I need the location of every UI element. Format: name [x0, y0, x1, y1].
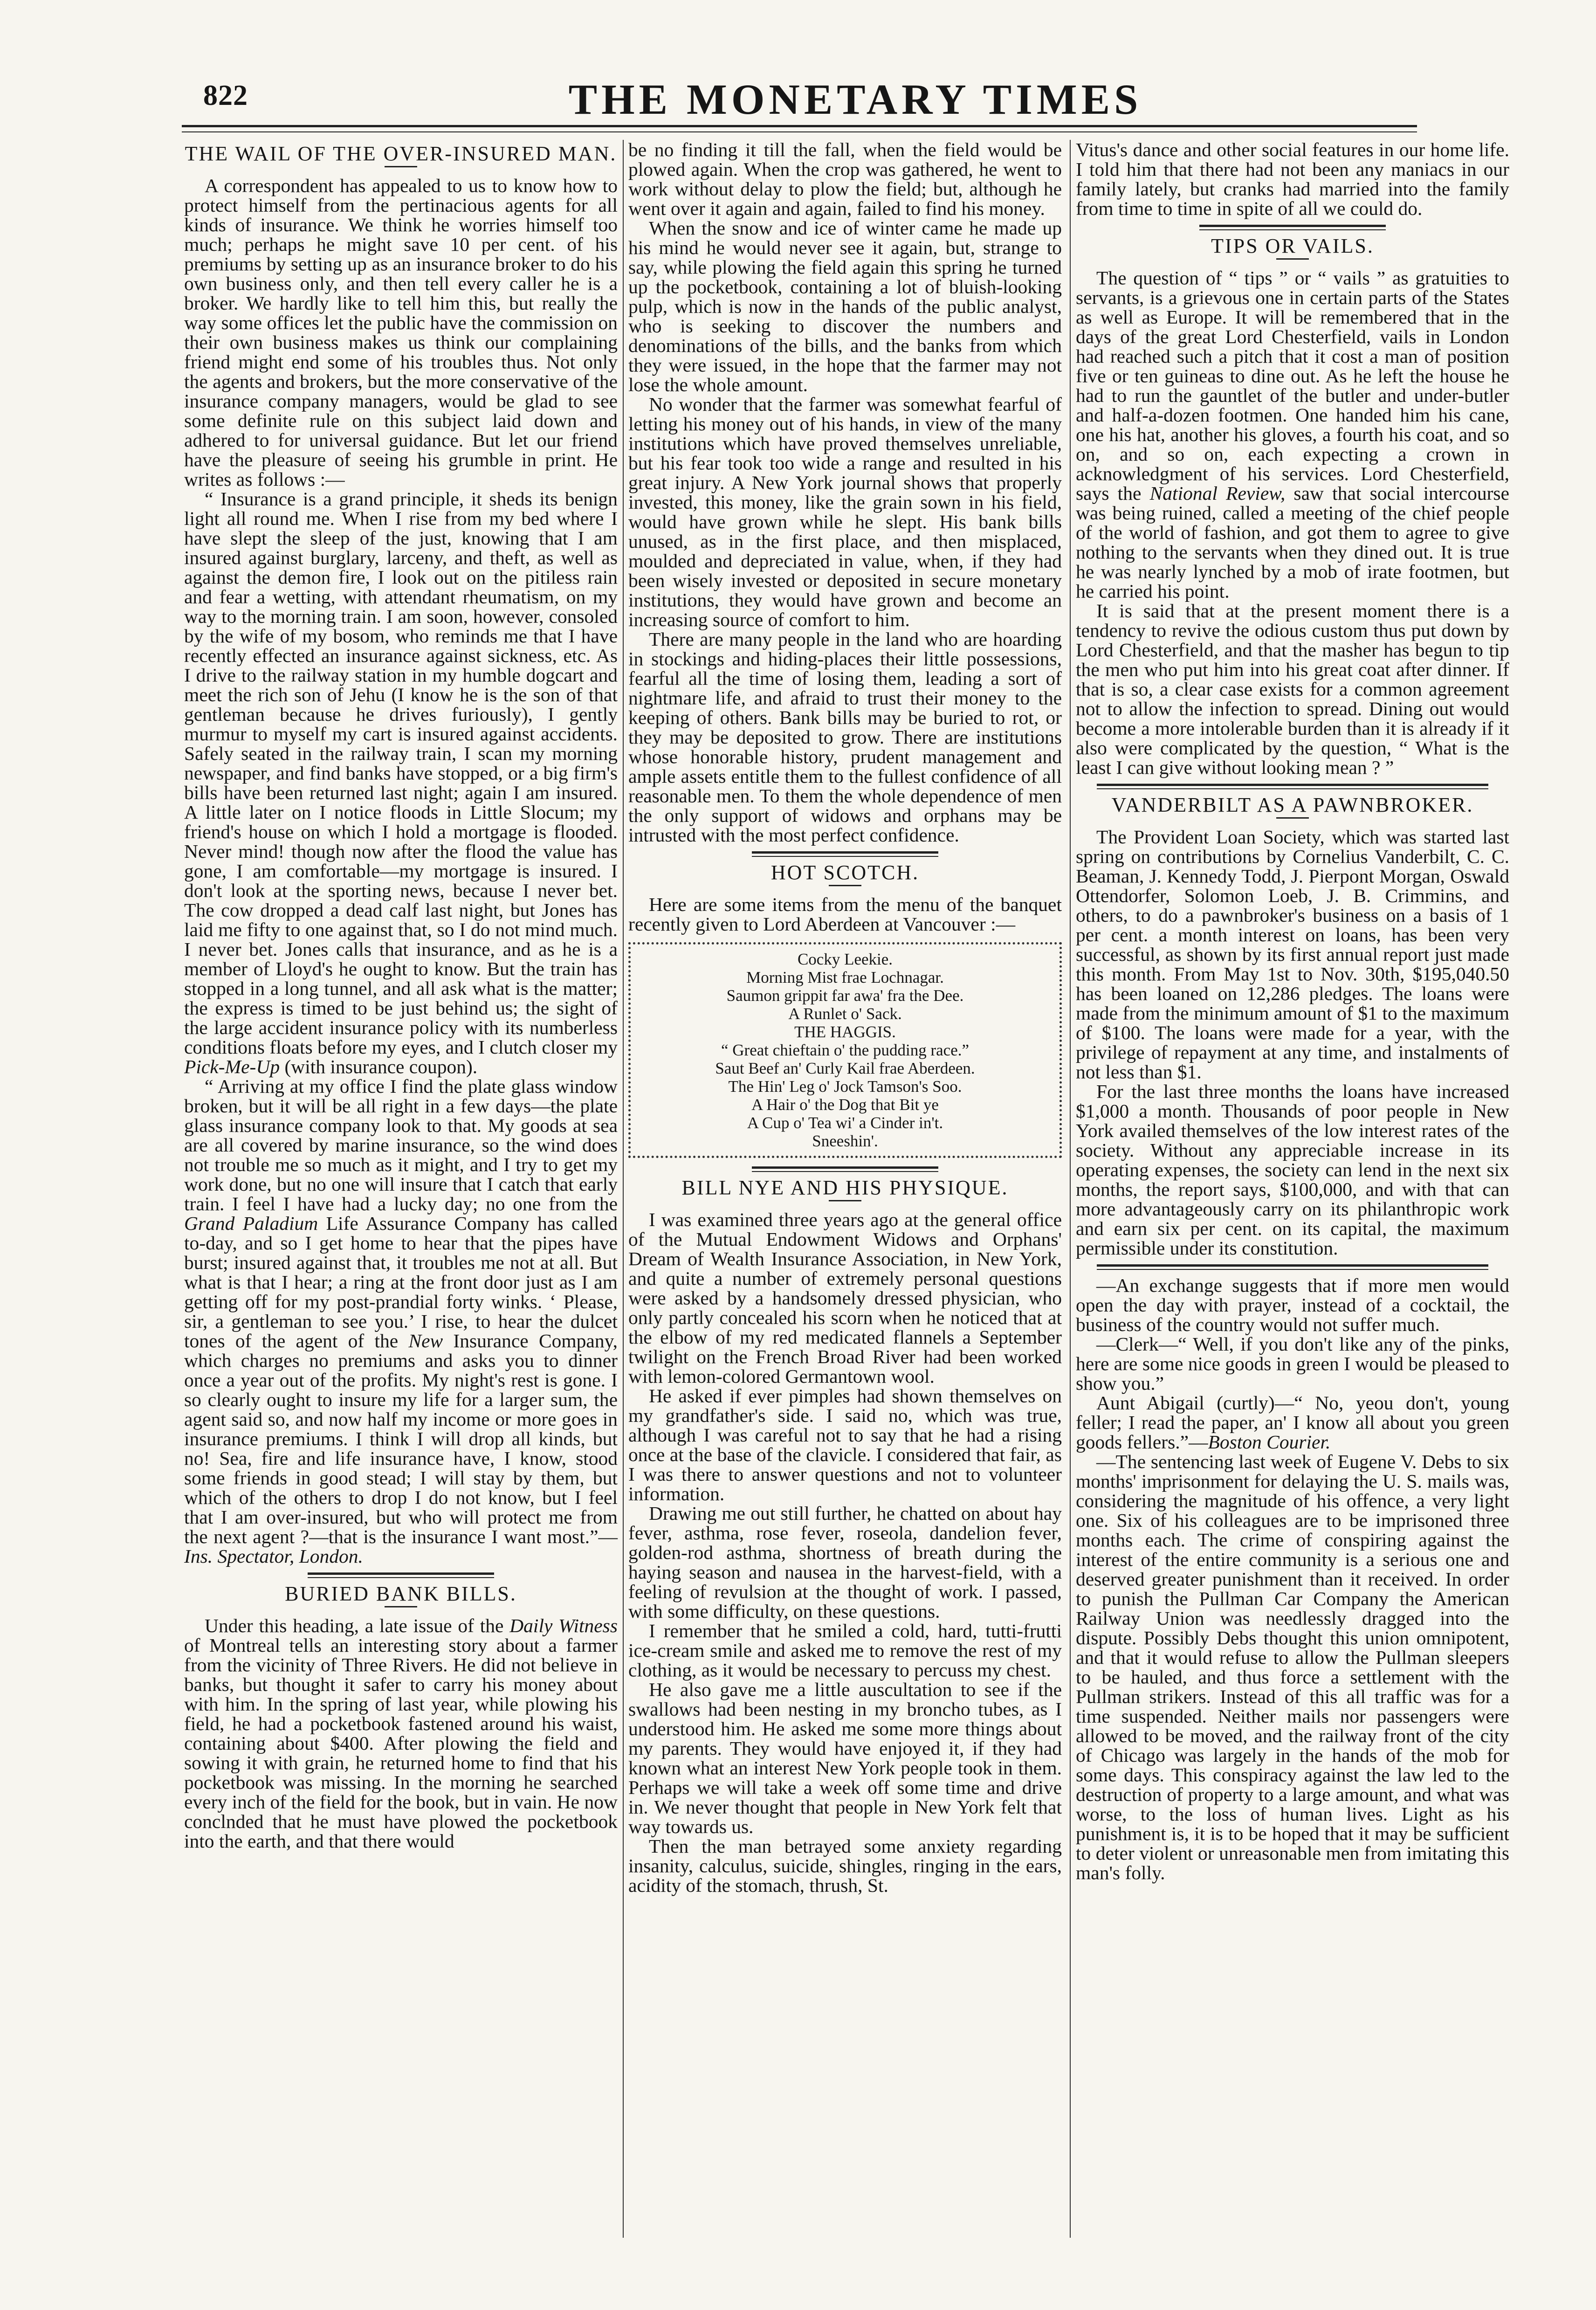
nye-paragraph-2: He asked if ever pimples had shown themselves on my grandfather's side. I said no, which was true, although I was careful not to say that he had a rising once at the base of the clavicle. I considered that fair, as I was there to answer questions and not to volunteer information.: [628, 1385, 1062, 1504]
wail-p3-text-b: Life Assurance Company has called to-day, and so I get home to hear that the pipes have burst; insured against that, it troubles me not at all. But what is that I hear; a ring at the front door just as I am getting off for my post-prandial forty winks. ‘ Please, sir, a gentleman to see you.’ I rise, to hear the dulcet tones of the agent of the: [184, 1213, 618, 1352]
wail-p2-text-b: (with insurance coupon).: [280, 1056, 478, 1077]
column-3: [1076, 140, 1509, 1882]
article-heading-vanderbilt: VANDERBILT AS A PAWNBROKER.: [1111, 793, 1474, 816]
menu-item: Saumon grippit far awa' fra the Dee.: [726, 986, 964, 1005]
wail-paragraph-1: A correspondent has appealed to us to know how to protect himself from the pertinacious agents for all kinds of insurance. We think he worries himself too much; perhaps he might save 10 per cent. of his premiums by setting up as an insurance broker to do his own business only, and then tell every caller he is a broker. We hardly like to tell him this, but really the way some offices let the public have the commission on their own business makes us think our complaining friend might end some of his troubles thus. Not only the agents and brokers, but the more conservative of the insurance company managers, would be glad to see some definite rule on this subject laid down and adhered to for universal guidance. But let our friend have the pleasure of seeing his grumble in print. He writes as follows :—: [184, 175, 618, 490]
column-divider-1: [623, 140, 624, 2238]
section-separator: [752, 1166, 938, 1172]
menu-item: A Cup o' Tea wi' a Cinder in't.: [747, 1114, 943, 1132]
masthead-rule-thick: [182, 125, 1417, 127]
item-debs: —The sentencing last week of Eugene V. Debs to six months' imprisonment for delaying the U. S. mails was, considering the magnitude of his offence, a very light one. Six of his colleagues are to be imprisoned three months each. The crime of conspiring against the interest of the entire community is a serious one and deserved greater punishment than it received. In order to punish the Pullman Car Company the American Railway Union was needlessly dragged into the dispute. Possibly Debs thought this union omnipotent, and that it would refuse to allow the Pullman sleepers to be hauled, and thus force a settlement with the Pullman strikers. Instead of this all traffic was for a time suspended. Neither mails nor passengers were allowed to be moved, and the railway front of the city of Chicago was largely in the hands of the mob for some days. This conspiracy against the law led to the destruction of property to a large amount, and what was worse, to the loss of human lives. Light as his punishment is, it is to be hoped that it may be sufficient to deter violent or unreasonable men from imitating this man's folly.: [1076, 1451, 1509, 1883]
tips-p1-text-b: saw that social intercourse was being ruined, called a meeting of the chief people of the world of fashion, and got them to agree to give nothing to the servants when they dined out. It is true he was nearly lynched by a mob of irate footmen, but he carried his point.: [1076, 483, 1510, 602]
buried-p1-text-b: of Montreal tells an interesting story about a farmer from the vicinity of Three Rivers. He did not believe in banks, but thought it safer to carry his money about with him. In the spring of last year, while plowing his field, he had a pocketbook fastened around his waist, containing about $400. After plowing the field and sowing it with grain, he returned home to find that his pocketbook was missing. In the morning he searched every inch of the field for the book, but in vain. He now conclnded that he must have plowed the pocketbook into the earth, and that there would: [184, 1634, 618, 1852]
masthead-rule-thin: [182, 131, 1417, 132]
wail-p2-italic: Pick-Me-Up: [184, 1056, 280, 1077]
tips-p1-text-a: The question of “ tips ” or “ vails ” as gratuities to servants, is a grievous one in certain parts of the States as well as Europe. It will be remembered that in the days of the great Lord Chesterfield, vails in London had reached such a pitch that it cost a man of position five or ten guineas to dine out. As he left the house he had to run the gauntlet of the butler and under-butler and half-a-dozen footmen. One handed him his cane, one his hat, another his gloves, a fourth his coat, and so on, and so on, each expecting a crown in acknowledgment of his services. Lord Chesterfield, says the: [1076, 267, 1509, 504]
vanderbilt-paragraph-2: For the last three months the loans have increased $1,000 a month. Thousands of poor people in New York availed themselves of the low interest rates of the society. Without any appreciable increase in its operating expenses, the society can lend in the next six months, the report says, $100,000, and with that can more advantageously carry on its philanthropic work and earn six per cent. on its capital, the maximum permissible under its constitution.: [1076, 1081, 1509, 1259]
heading-rule: [829, 1200, 861, 1201]
wail-p3-italic-2: New: [408, 1330, 443, 1352]
section-separator: [1097, 784, 1488, 789]
nye-paragraph-6: Then the man betrayed some anxiety regarding insanity, calculus, suicide, shingles, ringing in the ears, acidity of the stomach, thrush, St.: [628, 1835, 1062, 1896]
article-heading-tips: TIPS OR VAILS.: [1211, 234, 1374, 257]
wail-paragraph-3: [184, 1076, 618, 1566]
menu-item: Cocky Leekie.: [797, 950, 893, 968]
column-divider-2: [1070, 140, 1071, 2238]
nye-paragraph-7: Vitus's dance and other social features in our home life. I told him that there had not been any maniacs in our family lately, but cranks had married into the family from time to time in spite of all we could do.: [1076, 139, 1509, 219]
menu-item: The Hin' Leg o' Jock Tamson's Soo.: [728, 1077, 962, 1096]
wail-p3-source: Ins. Spectator, London.: [184, 1545, 363, 1567]
item-aunt-abigail: [1076, 1393, 1509, 1452]
tips-p1-italic: National Review,: [1149, 483, 1286, 504]
article-heading-wail: THE WAIL OF THE OVER-INSURED MAN.: [185, 142, 617, 165]
menu-item: Sneeshin'.: [812, 1132, 878, 1150]
menu-item: Morning Mist frae Lochnagar.: [746, 968, 944, 986]
nye-paragraph-4: I remember that he smiled a cold, hard, tutti-frutti ice-cream smile and asked me to remove the rest of my clothing, as it would be necessary to percuss my chest.: [628, 1620, 1062, 1681]
buried-paragraph-2: be no finding it till the fall, when the field would be plowed again. When the crop was gathered, he went to work without delay to plow the field; but, although he went over it again and again, failed to find his money.: [628, 139, 1062, 219]
section-separator: [752, 851, 938, 857]
item-exchange: —An exchange suggests that if more men would open the day with prayer, instead of a cocktail, the business of the country would not suffer much.: [1076, 1275, 1509, 1335]
heading-rule: [385, 1606, 417, 1607]
tips-paragraph-1: [1076, 268, 1509, 601]
wail-p2-text-a: “ Insurance is a grand principle, it sheds its benign light all round me. When I rise from my bed where I have slept the sleep of the just, knowing that I am insured against burglary, larceny, and theft, as well as against the demon fire, I look out on the pitiless rain and fear a wetting, with attendant rheumatism, on my way to the morning train. I am soon, however, consoled by the wife of my bosom, who reminds me that I have recently effected an insurance against sickness, etc. As I drive to the railway station in my humble dogcart and meet the rich son of Jehu (I know he is the son of that gentleman because he drives furiously), I gently murmur to myself my cart is insured against accidents. Safely seated in the railway train, I scan my morning newspaper, and find banks have stopped, or a big firm's bills have been returned last night; again I am insured. A little later on I notice floods in Little Slocum; my friend's house on which I hold a mortgage is flooded. Never mind! though now after the flood the value has gone, I am comfortable—my mortgage is insured. I don't look at the sporting news, because I never bet. The cow dropped a dead calf last night, but Jones has laid me fifty to one against that, so I do not mind much. I never bet. Jones calls that insurance, and as he is a member of Lloyd's he ought to know. But the train has stopped in a long tunnel, and all ask what is the matter; the express is timed to be just behind us; the sight of the large accident insurance policy with its numberless conditions floats before my eyes, and I clutch closer my: [184, 488, 618, 1058]
scotch-paragraph-1: Here are some items from the menu of the banquet recently given to Lord Aberdeen at Vancouver :—: [628, 894, 1062, 935]
buried-paragraph-5: There are many people in the land who are hoarding in stockings and hiding-places their little possessions, fearful all the time of losing them, leading a sort of nightmare life, and afraid to trust their money to the keeping of others. Bank bills may be buried to rot, or they may be deposited to grow. There are institutions whose honorable history, prudent management and ample assets entitle them to the fullest confidence of all reasonable men. To them the whole dependence of men the only support of widows and orphans may be intrusted with the most perfect confidence.: [628, 628, 1062, 846]
wail-p3-italic-1: Grand Paladium: [184, 1213, 318, 1234]
section-separator: [1097, 1264, 1488, 1270]
column-2: [628, 140, 1062, 1895]
menu-item: A Runlet o' Sack.: [788, 1005, 902, 1023]
masthead-title: THE MONETARY TIMES: [568, 76, 1142, 123]
banquet-menu: [628, 942, 1062, 1158]
menu-item: THE HAGGIS.: [794, 1023, 896, 1041]
wail-paragraph-2: [184, 489, 618, 1076]
section-separator: [308, 1572, 494, 1578]
buried-paragraph-4: No wonder that the farmer was somewhat fearful of letting his money out of his hands, in view of the many institutions which have proved themselves unreliable, but his fear took too wide a range and resulted in his great injury. A New York journal shows that properly invested, this money, like the grain sown in his field, would have grown while he slept. His bank bills unused, as in the first place, and then misplaced, moulded and depreciated in value, when, if they had been wisely invested or deposited in secure monetary institutions, they would have grown and become an increasing source of comfort to him.: [628, 393, 1062, 630]
article-heading-scotch: HOT SCOTCH.: [770, 861, 920, 884]
article-heading-buried: BURIED BANK BILLS.: [285, 1582, 517, 1605]
item-clerk: —Clerk—“ Well, if you don't like any of the pinks, here are some nice goods in green I would be pleased to show you.”: [1076, 1333, 1509, 1394]
heading-rule: [1276, 817, 1309, 819]
heading-rule: [385, 166, 417, 167]
nye-paragraph-1: I was examined three years ago at the general office of the Mutual Endowment Widows and Orphans' Dream of Wealth Insurance Association, in New York, and quite a number of extremely personal questions were asked by a handsomely dressed physician, who only partly concealed his scorn when he noticed that at the elbow of my red medicated flannels a September twilight on the French Broad River had been worked with lemon-colored Germantown wool.: [628, 1209, 1062, 1387]
wail-p3-text-a: “ Arriving at my office I find the plate glass window broken, but it will be all right in a few days—the plate glass insurance company look to that. My goods at sea are all covered by marine insurance, so the wind does not trouble me so much as it might, and I try to get my work done, but no one will insure that I catch that early train. I feel I have had a lucky day; no one from the: [184, 1076, 618, 1214]
menu-item: Saut Beef an' Curly Kail frae Aberdeen.: [715, 1059, 975, 1077]
buried-p1-text-a: Under this heading, a late issue of the: [205, 1615, 510, 1636]
nye-paragraph-5: He also gave me a little auscultation to see if the swallows had been nesting in my broncho tubes, as I understood him. He asked me some more things about my parents. They would have enjoyed it, if they had known what an interest New York people took in them. Perhaps we will take a week off some time and drive in. We never thought that people in New York felt that way towards us.: [628, 1679, 1062, 1837]
buried-p1-italic: Daily Witness: [509, 1615, 618, 1636]
buried-paragraph-3: When the snow and ice of winter came he made up his mind he would never see it again, but, strange to say, while plowing the field again this spring he turned up the pocketbook, containing a lot of bluish-looking pulp, which is now in the hands of the public analyst, who is seeking to discover the numbers and denominations of the bills, and the banks from which they were issued, in the hope that the farmer may not lose the whole amount.: [628, 217, 1062, 395]
aunt-text: Aunt Abigail (curtly)—“ No, yeou don't, young feller; I read the paper, an' I know all about you green goods fellers.”—: [1076, 1392, 1509, 1453]
page-number: 822: [203, 80, 248, 111]
section-separator: [1199, 225, 1386, 230]
tips-paragraph-2: It is said that at the present moment there is a tendency to revive the odious custom thus put down by Lord Chesterfield, and that the masher has begun to tip the men who put him into his great coat after dinner. If that is so, a clear case exists for a common agreement not to allow the infection to spread. Dining out would become a more intolerable burden than it is already if it also were complicated by the question, “ What is the least I can give without looking mean ? ”: [1076, 600, 1509, 778]
aunt-source: Boston Courier.: [1208, 1431, 1331, 1453]
wail-p3-text-c: Insurance Company, which charges no premiums and asks you to dinner once a year out of the profits. My night's rest is gone. I so clearly ought to insure my life for a larger sum, the agent said so, and now half my income or more goes in insurance premiums. I think I will drop all kinds, but no! Sea, fire and life insurance have, I know, stood some friends in good stead; I will stay by them, but which of the others to drop I do not know, but I feel that I am over-insured, but who will protect me from the next agent ?—that is the insurance I want most.”—: [184, 1330, 618, 1547]
heading-rule: [1276, 258, 1309, 260]
buried-paragraph-1: [184, 1616, 618, 1851]
menu-item: “ Great chieftain o' the pudding race.”: [721, 1041, 970, 1059]
column-1: [184, 140, 618, 1851]
article-heading-nye: BILL NYE AND HIS PHYSIQUE.: [681, 1176, 1009, 1199]
heading-rule: [829, 885, 861, 886]
menu-item: A Hair o' the Dog that Bit ye: [751, 1096, 939, 1114]
vanderbilt-paragraph-1: The Provident Loan Society, which was started last spring on contributions by Cornelius Vanderbilt, C. C. Beaman, J. Kennedy Todd, J. Pierpont Morgan, Oswald Ottendorfer, Solomon Loeb, J. B. Crimmins, and others, to do a pawnbroker's business on a basis of 1 per cent. a month interest on loans, has been very successful, as shown by its first annual report just made this month. From May 1st to Nov. 30th, $195,040.50 has been loaned on 12,286 pledges. The loans were made from the minimum amount of $1 to the maximum of $100. The loans were made for a year, with the privilege of repayment at any time, and instalments of not less than $1.: [1076, 826, 1509, 1083]
nye-paragraph-3: Drawing me out still further, he chatted on about hay fever, asthma, rose fever, roseola, dandelion fever, golden-rod asthma, shortness of breath during the haying season and nausea in the harvest-field, with a feeling of revulsion at the thought of work. I passed, with some difficulty, on these questions.: [628, 1503, 1062, 1622]
